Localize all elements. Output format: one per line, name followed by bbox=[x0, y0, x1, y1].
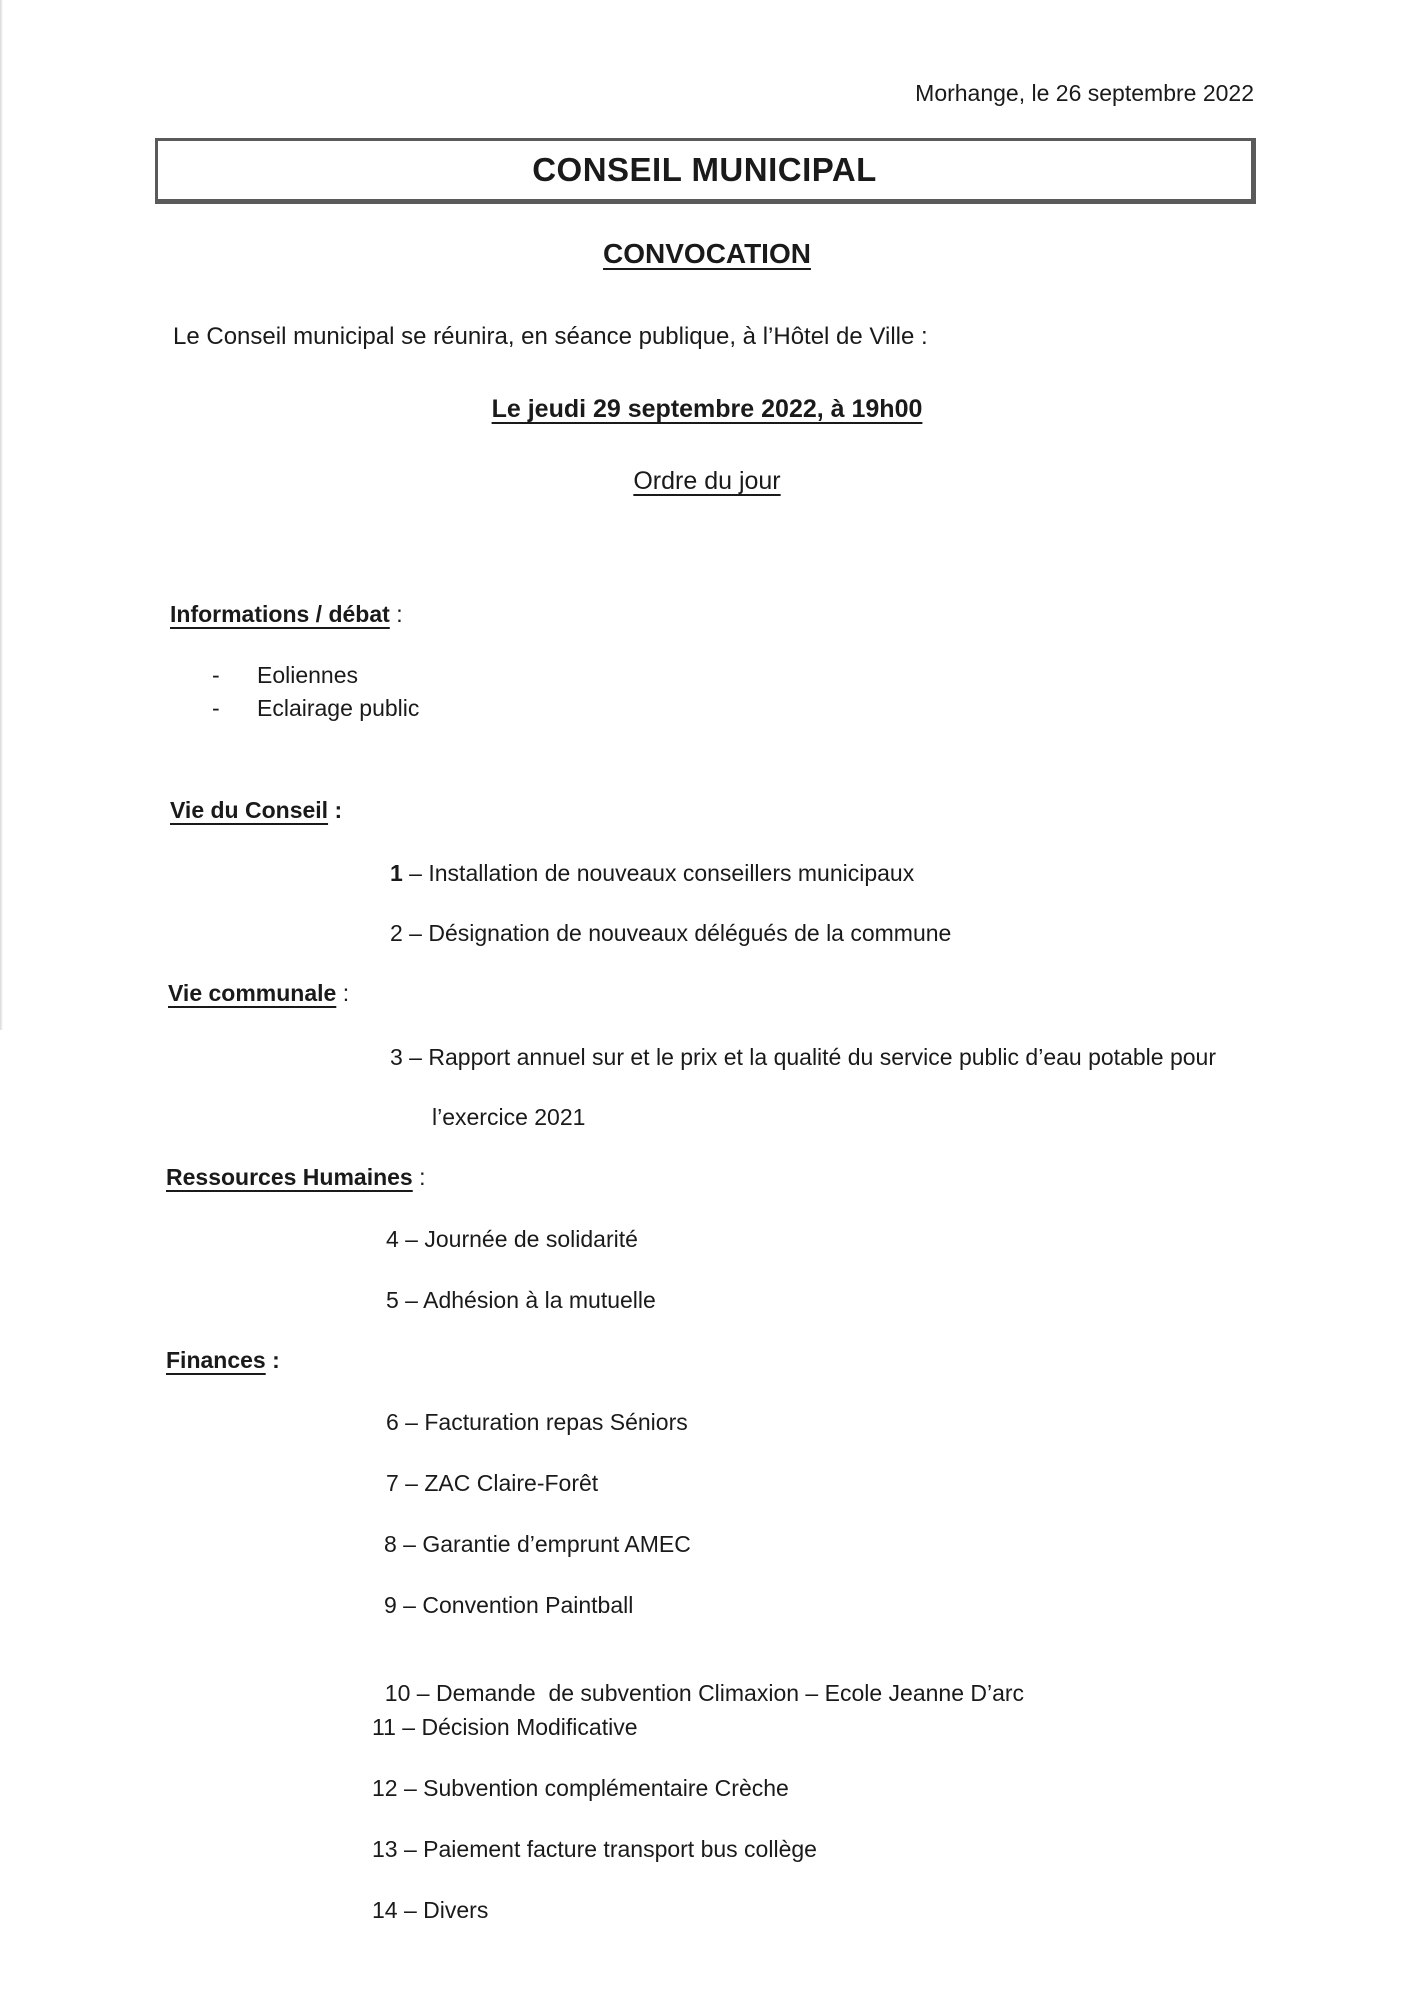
agenda-item-text: Rapport annuel sur et le prix et la qualité du service public d’eau potable pour bbox=[428, 1044, 1216, 1070]
section-heading-vie-conseil bbox=[170, 797, 342, 824]
agenda-item-number: 1 bbox=[390, 860, 403, 886]
agenda-item-number: 11 bbox=[372, 1714, 396, 1740]
title-box bbox=[155, 138, 1256, 204]
agenda-item-11 bbox=[372, 1714, 638, 1741]
agenda-item-text: Adhésion à la mutuelle bbox=[423, 1287, 656, 1313]
section-heading-label: Ressources Humaines bbox=[166, 1164, 413, 1190]
section-heading-colon: : bbox=[334, 797, 343, 823]
agenda-item-number: 12 bbox=[372, 1775, 398, 1801]
section-heading-label: Finances bbox=[166, 1347, 266, 1373]
agenda-item-text: Convention Paintball bbox=[422, 1592, 634, 1618]
agenda-item-3-continuation: l’exercice 2021 bbox=[432, 1104, 586, 1130]
agenda-item-number: 5 bbox=[386, 1287, 399, 1313]
agenda-item-number: 3 bbox=[390, 1044, 403, 1070]
section-heading-label: Vie du Conseil bbox=[170, 797, 329, 823]
intro-text: Le Conseil municipal se réunira, en séance publique, à l’Hôtel de Ville : bbox=[173, 323, 928, 350]
section-heading-label: Informations / débat bbox=[170, 601, 390, 627]
agenda-item-14 bbox=[372, 1897, 488, 1924]
agenda-item-separator: – bbox=[397, 1897, 424, 1923]
bullet-item: Eclairage public bbox=[257, 695, 420, 721]
agenda-item-text: Subvention complémentaire Crèche bbox=[423, 1775, 789, 1801]
agenda-item-10 bbox=[372, 1653, 1024, 1707]
agenda-item-number: 8 bbox=[384, 1531, 397, 1557]
agenda-item-9 bbox=[384, 1592, 633, 1619]
agenda-item-separator: – bbox=[396, 1531, 423, 1557]
agenda-item-separator: – bbox=[402, 1044, 429, 1070]
agenda-item-text: Garantie d’emprunt AMEC bbox=[422, 1531, 691, 1557]
agenda-item-separator: – bbox=[395, 1714, 422, 1740]
agenda-item-text: Installation de nouveaux conseillers municipaux bbox=[428, 860, 915, 886]
agenda-item-separator: – bbox=[396, 1592, 423, 1618]
agenda-item-text: ZAC Claire-Forêt bbox=[424, 1470, 599, 1496]
agenda-item-separator: – bbox=[402, 860, 429, 886]
agenda-item-3 bbox=[390, 1044, 1216, 1071]
agenda-item-number: 14 bbox=[372, 1897, 398, 1923]
section-heading-colon: : bbox=[419, 1164, 426, 1190]
agenda-item-12 bbox=[372, 1775, 789, 1802]
agenda-item-6 bbox=[386, 1409, 688, 1436]
section-heading-informations bbox=[170, 601, 403, 628]
agenda-item-number: 7 bbox=[386, 1470, 399, 1496]
agenda-item-1 bbox=[390, 860, 914, 887]
agenda-item-4 bbox=[386, 1226, 638, 1253]
section-heading-colon: : bbox=[342, 980, 350, 1006]
agenda-item-number: 6 bbox=[386, 1409, 399, 1435]
agenda-item-text: Paiement facture transport bus collège bbox=[423, 1836, 817, 1862]
agenda-item-number: 10 bbox=[384, 1680, 411, 1706]
bullet-dash: - bbox=[212, 662, 220, 688]
agenda-item-text: Divers bbox=[423, 1897, 489, 1923]
section-heading-ressources-humaines bbox=[166, 1164, 426, 1191]
agenda-item-text: Facturation repas Séniors bbox=[424, 1409, 688, 1435]
bullet-item: Eoliennes bbox=[257, 662, 359, 688]
agenda-item-7 bbox=[386, 1470, 598, 1497]
agenda-item-2 bbox=[390, 920, 951, 947]
agenda-item-separator: – bbox=[397, 1836, 424, 1862]
scan-page-edge bbox=[0, 0, 3, 1030]
section-heading-label: Vie communale bbox=[168, 980, 337, 1006]
agenda-item-text: Demande de subvention Climaxion – Ecole Jeanne D’arc bbox=[435, 1680, 1025, 1706]
agenda-item-13 bbox=[372, 1836, 817, 1863]
section-heading-finances bbox=[166, 1347, 280, 1374]
agenda-item-separator: – bbox=[398, 1409, 425, 1435]
agenda-item-text: Désignation de nouveaux délégués de la commune bbox=[428, 920, 952, 946]
agenda-item-number: 2 bbox=[390, 920, 403, 946]
agenda-item-text: Décision Modificative bbox=[421, 1714, 638, 1740]
agenda-item-number: 13 bbox=[372, 1836, 398, 1862]
section-heading-colon: : bbox=[396, 601, 403, 627]
agenda-item-8 bbox=[384, 1531, 691, 1558]
bullet-dash: - bbox=[212, 695, 220, 721]
agenda-title: Ordre du jour bbox=[633, 467, 781, 495]
agenda-item-separator: – bbox=[398, 1226, 425, 1252]
agenda-item-number: 4 bbox=[386, 1226, 399, 1252]
agenda-item-text: Journée de solidarité bbox=[424, 1226, 638, 1252]
agenda-item-separator: – bbox=[398, 1287, 424, 1313]
meeting-date: Le jeudi 29 septembre 2022, à 19h00 bbox=[491, 395, 923, 423]
agenda-item-separator: – bbox=[398, 1470, 425, 1496]
document-title: CONSEIL MUNICIPAL bbox=[532, 151, 877, 188]
place-date: Morhange, le 26 septembre 2022 bbox=[915, 80, 1254, 106]
agenda-item-separator: – bbox=[410, 1680, 436, 1706]
agenda-item-5 bbox=[386, 1287, 656, 1314]
convocation-heading: CONVOCATION bbox=[603, 238, 811, 269]
agenda-item-separator: – bbox=[397, 1775, 424, 1801]
agenda-item-separator: – bbox=[402, 920, 429, 946]
agenda-item-number: 9 bbox=[384, 1592, 397, 1618]
section-heading-vie-communale bbox=[168, 980, 349, 1007]
section-heading-colon: : bbox=[272, 1347, 280, 1373]
